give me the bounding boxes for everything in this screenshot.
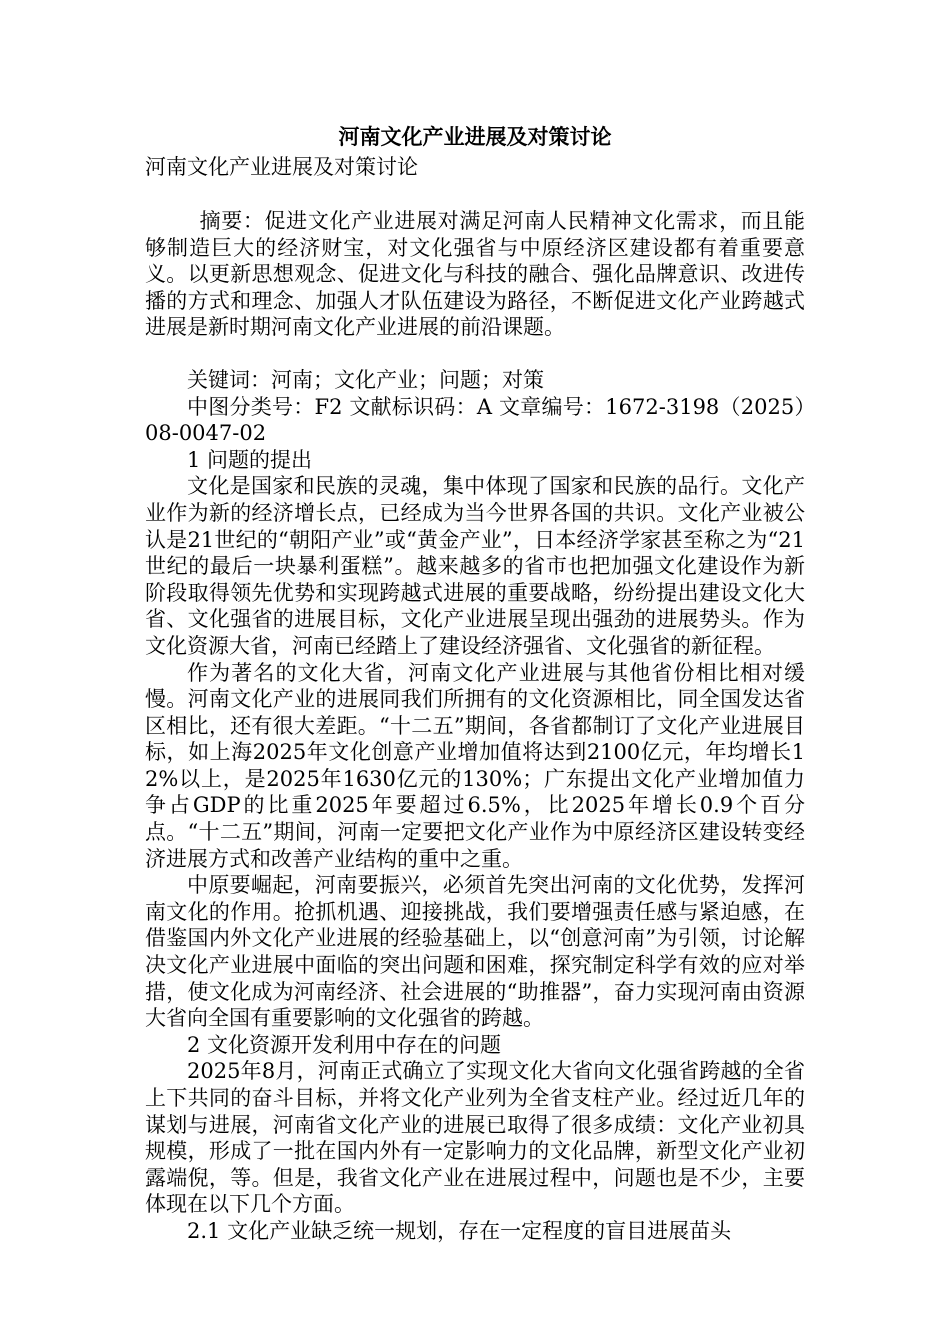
document-page [145, 122, 805, 1245]
section-1-paragraph-3: 中原要崛起，河南要振兴，必须首先突出河南的文化优势，发挥河南文化的作用。抢抓机遇、迎接挑战，我们要增强责任感与紧迫感，在借鉴国内外文化产业进展的经验基础上，以“创意河南”为引领，讨论解决文化产业进展中面临的突出问题和困难，探究制定科学有效的应对举措，使文化成为河南经济、社会进展的“助推器”，奋力实现河南由资源大省向全国有重要影响的文化强省的跨越。 [145, 873, 805, 1031]
section-1-heading: 1 问题的提出 [187, 447, 313, 472]
classification-line: 中图分类号：F2 文献标识码：A 文章编号：1672-3198（2025）08-0047-02 [145, 394, 805, 446]
keywords-line: 关键词：河南；文化产业；问题；对策 [187, 367, 544, 392]
section-2-1-heading: 2.1 文化产业缺乏统一规划，存在一定程度的盲目进展苗头 [187, 1218, 732, 1243]
document-subtitle: 河南文化产业进展及对策讨论 [145, 155, 418, 179]
section-1-paragraph-2: 作为著名的文化大省，河南文化产业进展与其他省份相比相对缓慢。河南文化产业的进展同我们所拥有的文化资源相比，同全国发达省区相比，还有很大差距。“十二五”期间，各省都制订了文化产业进展目标，如上海2025年文化创意产业增加值将达到2100亿元，年均增长12%以上，是2025年1630亿元的130%；广东提出文化产业增加值力争占GDP的比重2025年要超过6.5%，比2025年增长0.9个百分点。“十二五”期间，河南一定要把文化产业作为中原经济区建设转变经济进展方式和改善产业结构的重中之重。 [145, 660, 805, 871]
section-2-heading: 2 文化资源开发利用中存在的问题 [187, 1032, 502, 1057]
abstract-paragraph: 摘要：促进文化产业进展对满足河南人民精神文化需求，而且能够制造巨大的经济财宝，对文化强省与中原经济区建设都有着重要意义。以更新思想观念、促进文化与科技的融合、强化品牌意识、改进传播的方式和理念、加强人才队伍建设为路径，不断促进文化产业跨越式进展是新时期河南文化产业进展的前沿课题。 [145, 209, 805, 340]
section-1-paragraph-1: 文化是国家和民族的灵魂，集中体现了国家和民族的品行。文化产业作为新的经济增长点，已经成为当今世界各国的共识。文化产业被公认是21世纪的“朝阳产业”或“黄金产业”，日本经济学家甚至称之为“21世纪的最后一块暴利蛋糕”。越来越多的省市也把加强文化建设作为新阶段取得领先优势和实现跨越式进展的重要战略，纷纷提出建设文化大省、文化强省的进展目标，文化产业进展呈现出强劲的进展势头。作为文化资源大省，河南已经踏上了建设经济强省、文化强省的新征程。 [145, 474, 805, 658]
section-2-paragraph-1: 2025年8月，河南正式确立了实现文化大省向文化强省跨越的全省上下共同的奋斗目标，并将文化产业列为全省支柱产业。经过近几年的谋划与进展，河南省文化产业的进展已取得了很多成绩：文化产业初具规模，形成了一批在国内外有一定影响力的文化品牌，新型文化产业初露端倪，等。但是，我省文化产业在进展过程中，问题也是不少，主要体现在以下几个方面。 [145, 1059, 805, 1217]
document-title: 河南文化产业进展及对策讨论 [338, 124, 612, 149]
